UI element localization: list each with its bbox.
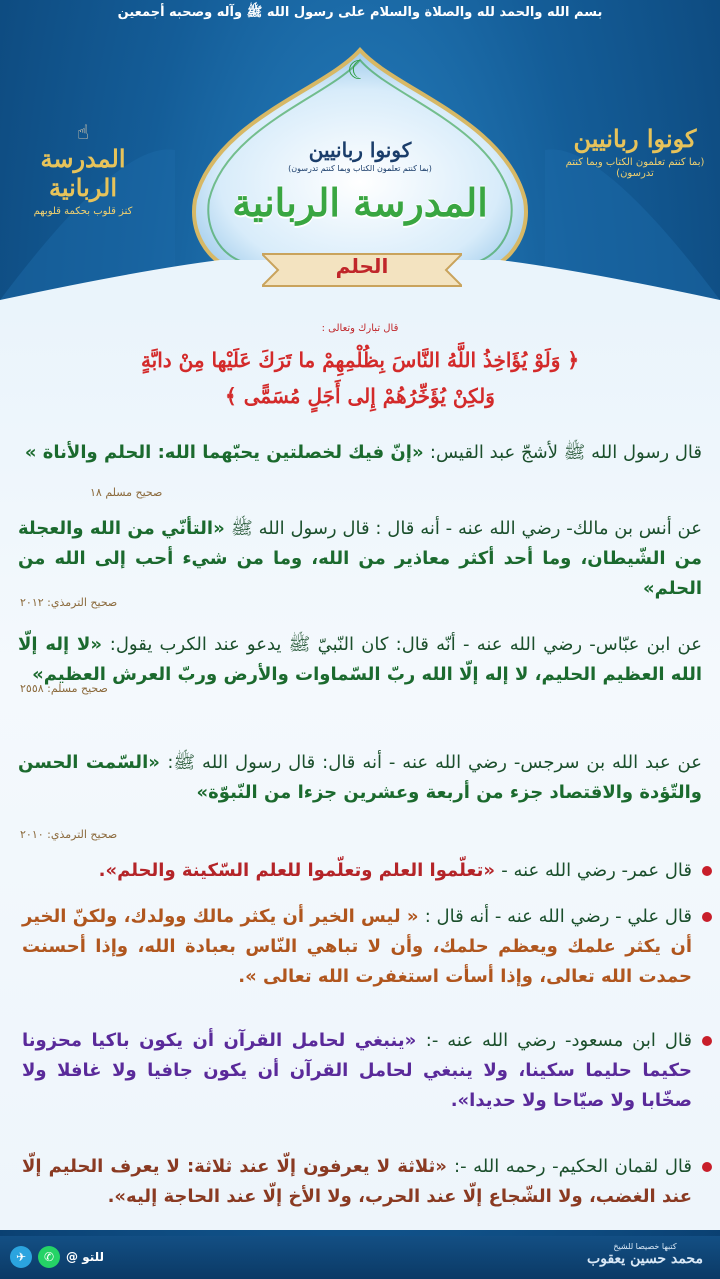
- left-logo-caption: كنز قلوب بحكمة قلوبهم: [33, 206, 133, 217]
- footer-bar: [0, 1236, 720, 1279]
- bullet-1: [702, 866, 712, 876]
- bullet-3: [702, 1036, 712, 1046]
- hadith-4-prefix: عن عبد الله بن سرجس- رضي الله عنه - أنه قال: قال رسول الله ﷺ:: [167, 752, 702, 773]
- telegram-icon[interactable]: ✈: [10, 1246, 32, 1268]
- hadith-4-source: صحيح الترمذي: ٢٠١٠: [20, 828, 118, 841]
- saying-ali-text: « ليس الخير أن يكثر مالك وولدك، ولكنّ الخير أن يكثر علمك ويعظم حلمك، وأن لا تباهي النّاس بعبادة الله، وإذا أحسنت حمدت الله تعالى، وإذا أسأت استغفرت الله تعالى ».: [22, 906, 692, 987]
- hadith-1: [18, 438, 702, 468]
- bullet-2: [702, 912, 712, 922]
- dome-subtitle: كونوا ربانيين: [308, 138, 412, 162]
- hadith-1-text: «إنّ فيك لخصلتين يحبّهما الله: الحلم والأناة »: [24, 442, 424, 463]
- hadith-3: [18, 630, 702, 690]
- intro-label: قال تبارك وتعالى :: [321, 323, 399, 334]
- dome-caption: (بما كنتم تعلمون الكتاب وبما كنتم تدرسون): [288, 164, 432, 173]
- hadith-1-prefix: قال رسول الله ﷺ لأشجّ عبد القيس:: [429, 442, 702, 463]
- topic-banner: [262, 248, 462, 292]
- saying-luqman: [22, 1152, 692, 1212]
- hadith-2-source: صحيح الترمذي: ٢٠١٢: [20, 596, 118, 609]
- right-logo: [560, 120, 710, 179]
- ayah-line-1: ﴿ وَلَوْ يُؤَاخِذُ اللَّهُ النَّاسَ بِظُلْمِهِمْ ما تَرَكَ عَلَيْها مِنْ دابَّةٍ: [140, 348, 580, 372]
- saying-ali-prefix: قال علي - رضي الله عنه - أنه قال :: [424, 906, 692, 927]
- whatsapp-icon[interactable]: ✆: [38, 1246, 60, 1268]
- hadith-3-prefix: عن ابن عبّاس- رضي الله عنه - أنّه قال: كان النّبيّ ﷺ يدعو عند الكرب يقول:: [109, 634, 702, 655]
- right-logo-title: كونوا ربانيين: [573, 124, 697, 153]
- saying-umar: [22, 856, 692, 886]
- topic-title: الحلم: [335, 254, 389, 278]
- hand-icon: ☝: [76, 120, 90, 144]
- hadith-3-text: «لا إله إلّا الله العظيم الحليم، لا إله إلّا الله ربّ السّماوات والأرض وربّ العرش العظيم»: [18, 634, 702, 685]
- saying-umar-prefix: قال عمر- رضي الله عنه -: [501, 860, 692, 881]
- signature: [580, 1242, 710, 1267]
- left-logo-title: المدرسة الربانية: [40, 144, 126, 202]
- saying-ibn-masud-prefix: قال ابن مسعود- رضي الله عنه -:: [425, 1030, 692, 1051]
- hadith-2-text: «التأنّي من الله والعجلة من الشّيطان، وما أحد أكثر معاذير من الله، وما من شيء أحب إلى الله من الحلم»: [18, 518, 702, 599]
- channel-label[interactable]: @ للتو: [66, 1250, 105, 1264]
- hadith-1-source: صحيح مسلم ١٨: [90, 486, 163, 499]
- dome-title: المدرسة الربانية: [232, 180, 488, 225]
- saying-umar-text: «تعلّموا العلم وتعلّموا للعلم السّكينة والحلم».: [98, 860, 495, 881]
- basmala-line: بسم الله والحمد لله والصلاة والسلام على رسول الله ﷺ وآله وصحبه أجمعين: [117, 5, 603, 20]
- saying-ibn-masud: [22, 1026, 692, 1116]
- saying-ibn-masud-text: «ينبغي لحامل القرآن أن يكون باكيا محزونا حكيما حليما سكينا، ولا ينبغي لحامل القرآن أن يكون جافيا ولا غافلا ولا صخّابا ولا صيّاحا ولا حديدا».: [22, 1030, 692, 1111]
- bullet-4: [702, 1162, 712, 1172]
- hadith-2-prefix: عن أنس بن مالك- رضي الله عنه - أنه قال : قال رسول الله ﷺ: [231, 518, 702, 539]
- hadith-4-text: «السّمت الحسن والتّؤدة والاقتصاد جزء من أربعة وعشرين جزءا من النّبوّة»: [18, 752, 702, 803]
- hadith-4: [18, 748, 702, 808]
- saying-ali: [22, 902, 692, 992]
- signature-name: محمد حسين يعقوب: [587, 1251, 703, 1267]
- social-icons: [10, 1244, 104, 1270]
- crescent-icon: ☾: [347, 56, 371, 86]
- ayah-line-2: وَلكِنْ يُؤَخِّرُهُمْ إِلى أَجَلٍ مُسَمًّى ﴾: [225, 384, 495, 408]
- hadith-3-source: صحيح مسلم: ٢٥٥٨: [20, 682, 108, 695]
- signature-caption: كتبها خصيصا للشيخ: [613, 1242, 677, 1251]
- saying-luqman-prefix: قال لقمان الحكيم- رحمه الله -:: [454, 1156, 692, 1177]
- saying-luqman-text: «ثلاثة لا يعرفون إلّا عند ثلاثة: لا يعرف الحليم إلّا عند الغضب، ولا الشّجاع إلّا عند الحرب، ولا الأخ إلّا عند الحاجة إليه».: [22, 1156, 692, 1207]
- right-logo-caption: (بما كنتم تعلمون الكتاب وبما كنتم تدرسون): [565, 157, 705, 179]
- hadith-2: [18, 514, 702, 604]
